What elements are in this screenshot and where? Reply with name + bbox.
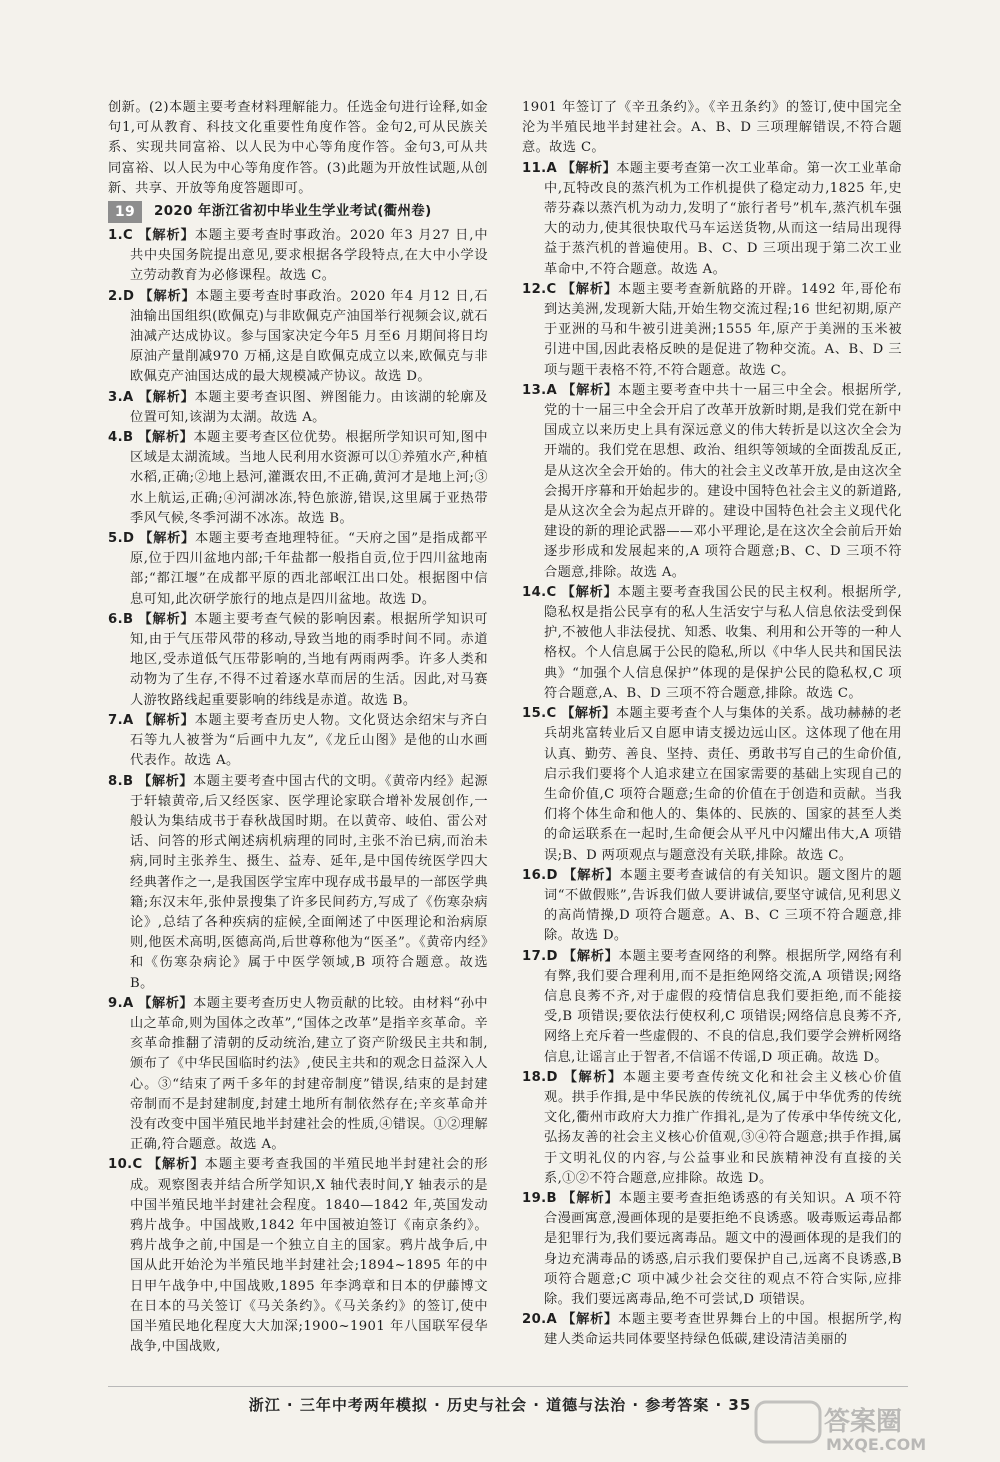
answer-text: 本题主要考查个人与集体的关系。战功赫赫的老兵胡兆富转业后又自愿申请支援边远山区。这体现了他在用认真、勤劳、善良、坚持、责任、勇敢书写自己的生命价值,启示我们要将个人追求建立在国家需要的基础上实现自己的生命价值,C 项符合题意;生命的价值在于创造和贡献。当我们将个体生命和他人的、集体的、民族的、国家的甚至人类的命运联系在一起时,生命便会从平凡中闪耀出伟大,A 项错误;B、D 两项观点与题意没有关联,排除。故选 C。: [544, 706, 902, 863]
answer-number: 8.B: [108, 773, 134, 789]
answer-number: 19.B: [522, 1190, 558, 1206]
analysis-tag: 【解析】: [562, 948, 619, 964]
analysis-tag: 【解析】: [138, 228, 195, 244]
watermark-logo: [754, 1400, 964, 1454]
answer-item: [522, 1189, 902, 1310]
answer-number: 7.A: [108, 712, 134, 728]
answer-number: 3.A: [108, 389, 134, 405]
answer-text: 本题主要考查时事政治。2020 年3 月27 日,中共中央国务院提出意见,要求根据各学段特点,在大中小学设立劳动教育为必修课程。故选 C。: [130, 228, 488, 284]
answer-number: 14.C: [522, 584, 557, 600]
answer-item: [108, 388, 488, 428]
answer-number: 2.D: [108, 288, 135, 304]
answer-text: 本题主要考查区位优势。根据所学知识可知,图中区域是太湖流域。当地人民利用水资源可以①养殖水产,种植水稻,正确;②地上悬河,灌溉农田,不正确,黄河才是地上河;③水上航运,正确;④河湖冰冻,特色旅游,错误,这里属于亚热带季风气候,冬季河湖不冰冻。故选 B。: [130, 430, 488, 526]
answer-text: 本题主要考查历史人物。文化贤达余绍宋与齐白石等九人被誉为“后画中九友”,《龙丘山图》是他的山水画代表作。故选 A。: [130, 712, 488, 769]
answer-number: 5.D: [108, 531, 135, 547]
watermark-url: MXQE.COM: [826, 1435, 927, 1454]
answer-number: 1.C: [108, 228, 134, 244]
answer-item: [108, 428, 488, 529]
analysis-tag: 【解析】: [561, 160, 617, 176]
answer-number: 11.A: [522, 160, 558, 176]
answer-number: 9.A: [108, 995, 134, 1011]
analysis-tag: 【解析】: [563, 1069, 623, 1085]
analysis-tag: 【解析】: [561, 281, 618, 297]
answer-text: 本题主要考查拒绝诱惑的有关知识。A 项不符合漫画寓意,漫画体现的是要拒绝不良诱惑。吸毒贩运毒品都是犯罪行为,我们要远离毒品。题文中的漫画体现的是我们的身边充满毒品的诱惑,启示我们要保护自己,远离不良诱惑,B 项符合题意;C 项中减少社会交往的观点不符合实际,应排除。我们要远离毒品,绝不可尝试,D 项错误。: [544, 1190, 902, 1307]
answer-item: [108, 226, 488, 287]
answer-number: 20.A: [522, 1312, 558, 1328]
answer-item: [108, 711, 488, 772]
answer-item: [108, 529, 488, 610]
left-column: [108, 98, 488, 1357]
answer-text: 本题主要考查中国古代的文明。《黄帝内经》起源于轩辕黄帝,后又经医家、医学理论家联合增补发展创作,一般认为集结成书于春秋战国时期。在以黄帝、岐伯、雷公对话、问答的形式阐述病机病理的同时,主张不治已病,而治未病,同时主张养生、摄生、益寿、延年,是中国传统医学四大经典著作之一,是我国医学宝库中现存成书最早的一部医学典籍;东汉末年,张仲景搜集了许多民间药方,写成了《伤寒杂病论》,总结了各种疾病的症候,全面阐述了中医理论和治病原则,他医术高明,医德高尚,后世尊称他为“医圣”。《黄帝内经》和《伤寒杂病论》属于中医学领域,B 项符合题意。故选 B。: [130, 773, 488, 991]
answer-number: 10.C: [108, 1157, 143, 1173]
answer-text: 本题主要考查历史人物贡献的比较。由材料“孙中山之革命,则为国体之改革”,“国体之改革”是指辛亥革命。辛亥革命推翻了清朝的反动统治,建立了资产阶级民主共和制,颁布了《中华民国临时约法》,使民主共和的观念日益深入人心。③“结束了两千多年的封建帝制度”错误,结束的是封建帝制而不是封建制度,封建土地所有制依然存在;辛亥革命并没有改变中国半殖民地半封建社会的性质,④错误。①②理解正确,符合题意。故选 A。: [130, 995, 489, 1153]
analysis-tag: 【解析】: [138, 773, 194, 789]
answer-text: 本题主要考查诚信的有关知识。题文图片的题词“不做假账”,告诉我们做人要讲诚信,要坚守诚信,见利思义的高尚情操,D 项符合题意。A、B、C 三项不符合题意,排除。故选 D。: [544, 867, 903, 944]
answer-item: [108, 772, 488, 994]
analysis-tag: 【解析】: [138, 712, 195, 728]
analysis-tag: 【解析】: [138, 389, 195, 405]
analysis-tag: 【解析】: [561, 584, 618, 600]
analysis-tag: 【解析】: [561, 706, 616, 722]
answer-number: 16.D: [522, 867, 558, 883]
analysis-tag: 【解析】: [138, 995, 194, 1011]
answer-item: [522, 1068, 902, 1189]
answer-text: 本题主要考查我国公民的民主权利。根据所学,隐私权是指公民享有的私人生活安宁与私人信息依法受到保护,不被他人非法侵扰、知悉、收集、利用和公开等的一种人格权。个人信息属于公民的隐私,所以《中华人民共和国民法典》“加强个人信息保护”体现的是保护公民的隐私权,C 项符合题意,A、B、D 三项不符合题意,排除。故选 C。: [544, 584, 902, 701]
answer-item: [108, 287, 488, 388]
answer-text: 本题主要考查新航路的开辟。1492 年,哥伦布到达美洲,发现新大陆,开始生物交流过程;16 世纪初期,原产于亚洲的马和牛被引进美洲;1555 年,原产于美洲的玉米被引进中国,因此表格反映的是促进了物种交流。A、B、D 三项与题干表格不符,不符合题意。故选 C。: [544, 281, 902, 378]
analysis-tag: 【解析】: [147, 1157, 205, 1173]
answer-item: [522, 947, 902, 1068]
answer-text: 本题主要考查传统文化和社会主义核心价值观。拱手作揖,是中华民族的传统礼仪,属于中华优秀的传统文化,衢州市政府大力推广作揖礼,是为了传承中华传统文化,弘扬友善的社会主义核心价值观,③④符合题意;拱手作揖,属于文明礼仪的内容,与公益事业和民族精神没有直接的关系,①②不符合题意,应排除。故选 D。: [544, 1069, 902, 1186]
answer-item: [522, 1310, 902, 1350]
section-number-badge: 19: [108, 201, 142, 223]
answer-item: [108, 994, 488, 1156]
answer-number: 4.B: [108, 430, 134, 446]
answer-item: [108, 1155, 488, 1357]
answer-item: [522, 704, 902, 866]
answer-text: 本题主要考查地理特征。“天府之国”是指成都平原,位于四川盆地内部;千年盐都一般指自贡,位于四川盆地南部;“都江堰”在成都平原的西北部岷江出口处。根据图中信息可知,此次研学旅行的地点是四川盆地。故选 D。: [130, 531, 488, 607]
analysis-tag: 【解析】: [562, 382, 619, 398]
analysis-tag: 【解析】: [563, 867, 620, 883]
answer-number: 6.B: [108, 611, 134, 627]
section-heading: [108, 201, 488, 223]
answer-item: [522, 583, 902, 704]
analysis-tag: 【解析】: [139, 531, 195, 547]
analysis-tag: 【解析】: [138, 611, 195, 627]
answer-number: 12.C: [522, 281, 557, 297]
section-title: 2020 年浙江省初中毕业生学业考试(衢州卷): [154, 203, 432, 219]
intro-paragraph: 创新。(2)本题主要考查材料理解能力。任选金句进行诠释,如金句1,可从教育、科技文化重要性角度作答。金句2,可从民族关系、实现共同富裕、以人民为中心等角度作答。金句3,可从共同富裕、以人民为中心等角度作答。(3)此题为开放性试题,从创新、共享、开放等角度答题即可。: [108, 100, 488, 196]
analysis-tag: 【解析】: [562, 1312, 619, 1328]
left-answer-list: [108, 226, 488, 1357]
answer-number: 13.A: [522, 382, 558, 398]
continuation-paragraph: 1901 年签订了《辛丑条约》。《辛丑条约》的签订,使中国完全沦为半殖民地半封建社会。A、B、D 三项理解错误,不符合题意。故选 C。: [522, 100, 902, 156]
answer-number: 15.C: [522, 706, 557, 722]
right-answer-list: [522, 159, 902, 1351]
right-column: [522, 98, 902, 1351]
answer-item: [522, 381, 902, 583]
answer-text: 本题主要考查网络的利弊。根据所学,网络有利有弊,我们要合理利用,而不是拒绝网络交流,A 项错误;网络信息良莠不齐,对于虚假的疫情信息我们要拒绝,而不能接受,B 项错误;要依法行使权利,C 项错误;网络信息良莠不齐,网络上充斥着一些虚假的、不良的信息,我们要学会辨析网络信息,让谣言止于智者,不信谣不传谣,D 项正确。故选 D。: [544, 948, 903, 1065]
answer-number: 18.D: [522, 1069, 558, 1085]
page-footer: 浙江 · 三年中考两年模拟 · 历史与社会 · 道德与法治 · 参考答案 · 35: [248, 1396, 752, 1414]
answer-text: 本题主要考查气候的影响因素。根据所学知识可知,由于气压带风带的移动,导致当地的雨季时间不同。赤道地区,受赤道低气压带影响的,当地有两雨两季。许多人类和动物为了生存,不得不过着逐水草而居的生活。因此,对马赛人游牧路线起重要影响的纬线是赤道。故选 B。: [130, 611, 489, 708]
answer-item: [522, 280, 902, 381]
answer-text: 本题主要考查第一次工业革命。第一次工业革命中,瓦特改良的蒸汽机为工作机提供了稳定动力,1825 年,史蒂芬森以蒸汽机为动力,发明了“旅行者号”机车,蒸汽机车强大的动力,使其很快取代马车运送货物,从而这一结局出现得益于蒸汽机的普遍使用。B、C、D 三项出现于第二次工业革命中,不符合题意。故选 A。: [544, 160, 902, 277]
answer-text: 本题主要考查世界舞台上的中国。根据所学,构建人类命运共同体要坚持绿色低碳,建设清洁美丽的: [544, 1312, 902, 1348]
answer-item: [522, 866, 902, 947]
answer-item: [522, 159, 902, 280]
answer-text: 本题主要考查时事政治。2020 年4 月12 日,石油输出国组织(欧佩克)与非欧佩克产油国举行视频会议,就石油减产达成协议。参与国家决定今年5 月至6 月期间将日均原油产量削减970 万桶,这是自欧佩克成立以来,欧佩克与非欧佩克产油国达成的最大规模减产协议。故选 D。: [130, 288, 488, 385]
answer-item: [108, 610, 488, 711]
watermark-text: 答案圈: [824, 1407, 903, 1437]
answer-number: 17.D: [522, 948, 558, 964]
analysis-tag: 【解析】: [562, 1190, 619, 1206]
answer-text: 本题主要考查我国的半殖民地半封建社会的形成。观察图表并结合所学知识,X 轴代表时间,Y 轴表示的是中国半殖民地半封建社会程度。1840—1842 年,英国发动鸦片战争。中国战败,1842 年中国被迫签订《南京条约》。鸦片战争之前,中国是一个独立自主的国家。鸦片战争后,中国从此开始沦为半殖民地半封建社会;1894~1895 年的中日甲午战争中,中国战败,1895 年李鸿章和日本的伊藤博文在日本的马关签订《马关条约》。《马关条约》的签订,使中国半殖民地化程度大大加深;1900~1901 年八国联军侵华战争,中国战败,: [130, 1157, 488, 1355]
footer-divider: [108, 1386, 908, 1387]
analysis-tag: 【解析】: [139, 288, 196, 304]
answer-text: 本题主要考查中共十一届三中全会。根据所学,党的十一届三中全会开启了改革开放新时期,是我们党在新中国成立以来历史上具有深远意义的伟大转折是以这次全会为开端的。我们党在思想、政治、组织等领域的全面拨乱反正,是从这次全会开始的。伟大的社会主义改革开放,是由这次全会揭开序幕和开始起步的。建设中国特色社会主义的新道路,是从这次全会为起点开辟的。建设中国特色社会主义现代化建设的新的理论武器——邓小平理论,是在这次全会前后开始逐步形成和发展起来的,A 项符合题意;B、C、D 三项不符合题意,排除。故选 A。: [544, 382, 902, 580]
answer-text: 本题主要考查识图、辨图能力。由该湖的轮廓及位置可知,该湖为太湖。故选 A。: [130, 389, 488, 425]
analysis-tag: 【解析】: [138, 430, 194, 446]
